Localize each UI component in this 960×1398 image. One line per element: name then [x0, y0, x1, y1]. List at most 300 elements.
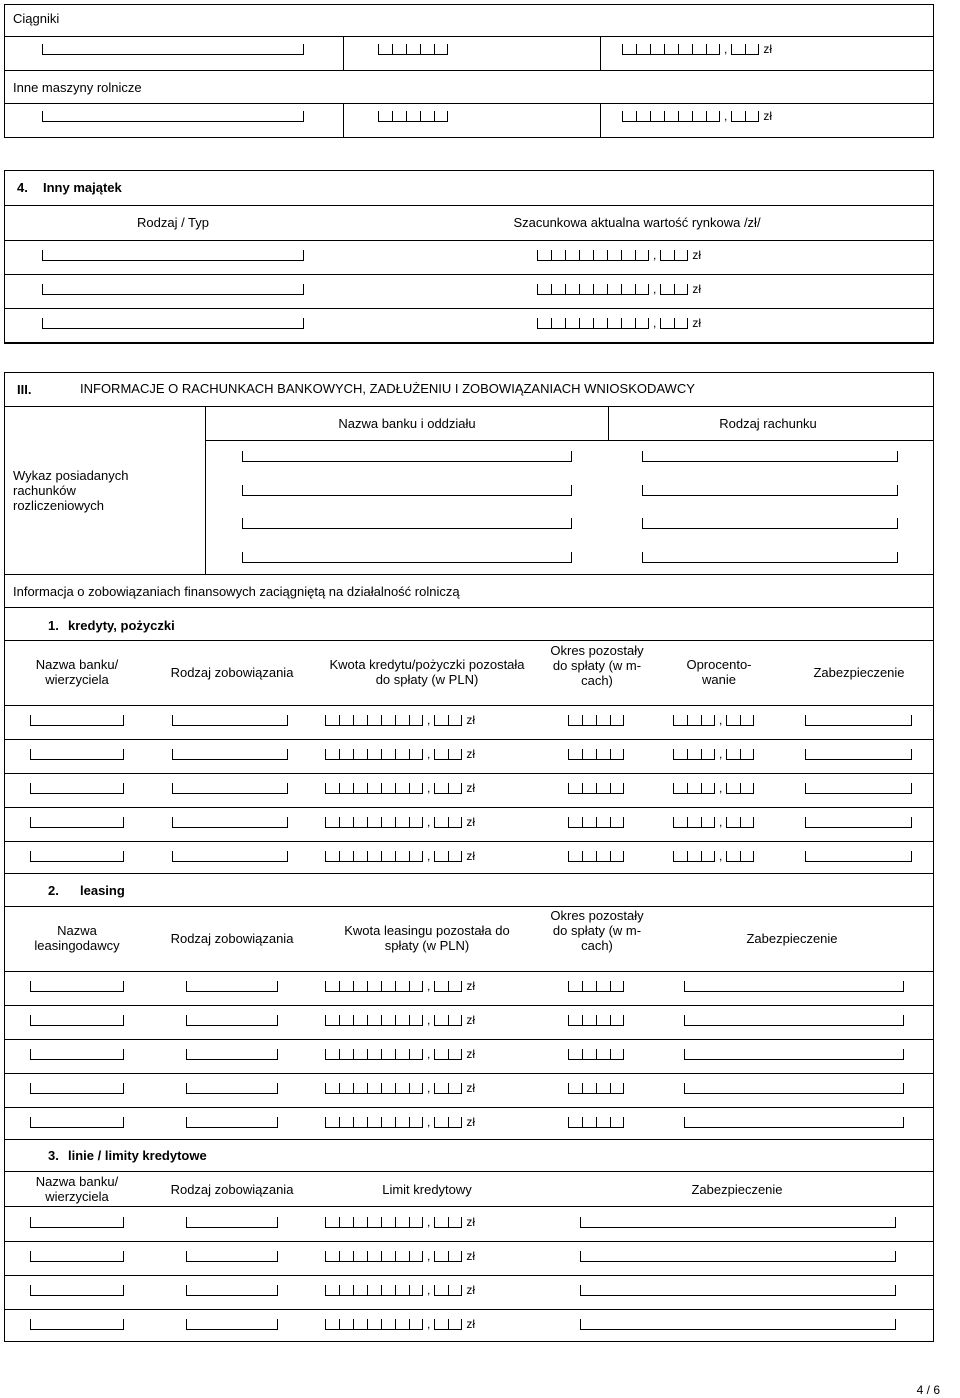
digit-box[interactable]: [420, 111, 434, 122]
credit-period-field[interactable]: [568, 749, 624, 760]
digit-box[interactable]: [448, 817, 462, 828]
digit-box[interactable]: [395, 1049, 409, 1060]
credit-period-field[interactable]: [568, 851, 624, 862]
digit-box[interactable]: [367, 749, 381, 760]
digit-box[interactable]: [674, 318, 688, 329]
digit-box[interactable]: [395, 1319, 409, 1330]
digit-box[interactable]: [568, 851, 582, 862]
digit-box[interactable]: [325, 1083, 339, 1094]
digit-box[interactable]: [325, 1217, 339, 1228]
digit-box[interactable]: [381, 1217, 395, 1228]
digit-box[interactable]: [687, 817, 701, 828]
limit-bank-field[interactable]: [30, 1319, 124, 1330]
credit-interest-field[interactable]: [673, 851, 754, 862]
limit-type-field[interactable]: [186, 1319, 278, 1330]
leasing-period-field[interactable]: [568, 1049, 624, 1060]
asset-type-field[interactable]: [42, 250, 304, 261]
digit-box[interactable]: [674, 250, 688, 261]
leasing-type-field[interactable]: [186, 981, 278, 992]
digit-box[interactable]: [635, 250, 649, 261]
credit-amount-field[interactable]: [325, 817, 479, 828]
digit-box[interactable]: [409, 715, 423, 726]
digit-box[interactable]: [434, 44, 448, 55]
digit-box[interactable]: [610, 851, 624, 862]
digit-box[interactable]: [596, 783, 610, 794]
digit-box[interactable]: [325, 1285, 339, 1296]
digit-box[interactable]: [353, 1319, 367, 1330]
digit-box[interactable]: [434, 817, 448, 828]
leasing-security-field[interactable]: [684, 981, 904, 992]
digit-box[interactable]: [434, 1015, 448, 1026]
digit-box[interactable]: [434, 749, 448, 760]
digit-box[interactable]: [395, 1217, 409, 1228]
digit-box[interactable]: [582, 817, 596, 828]
tractors-year-field[interactable]: [378, 44, 448, 55]
lessor-field[interactable]: [30, 1015, 124, 1026]
digit-box[interactable]: [339, 981, 353, 992]
leasing-security-field[interactable]: [684, 1083, 904, 1094]
asset-value-field[interactable]: [537, 318, 705, 329]
digit-box[interactable]: [745, 111, 759, 122]
digit-box[interactable]: [434, 783, 448, 794]
digit-box[interactable]: [582, 715, 596, 726]
lessor-field[interactable]: [30, 1083, 124, 1094]
account-type-field[interactable]: [642, 485, 898, 496]
limit-security-field[interactable]: [580, 1285, 896, 1296]
digit-box[interactable]: [687, 715, 701, 726]
digit-box[interactable]: [325, 1319, 339, 1330]
digit-box[interactable]: [673, 851, 687, 862]
digit-box[interactable]: [568, 749, 582, 760]
digit-box[interactable]: [678, 111, 692, 122]
digit-box[interactable]: [596, 715, 610, 726]
digit-box[interactable]: [409, 749, 423, 760]
digit-box[interactable]: [381, 981, 395, 992]
digit-box[interactable]: [325, 1117, 339, 1128]
digit-box[interactable]: [434, 715, 448, 726]
digit-box[interactable]: [537, 250, 551, 261]
digit-box[interactable]: [409, 1015, 423, 1026]
digit-box[interactable]: [325, 817, 339, 828]
digit-box[interactable]: [381, 715, 395, 726]
digit-box[interactable]: [565, 284, 579, 295]
digit-box[interactable]: [687, 851, 701, 862]
digit-box[interactable]: [339, 1251, 353, 1262]
digit-box[interactable]: [395, 783, 409, 794]
digit-box[interactable]: [339, 715, 353, 726]
leasing-period-field[interactable]: [568, 981, 624, 992]
limit-type-field[interactable]: [186, 1285, 278, 1296]
digit-box[interactable]: [568, 817, 582, 828]
digit-box[interactable]: [353, 783, 367, 794]
digit-box[interactable]: [701, 851, 715, 862]
digit-box[interactable]: [607, 318, 621, 329]
digit-box[interactable]: [395, 1117, 409, 1128]
digit-box[interactable]: [448, 851, 462, 862]
digit-box[interactable]: [339, 851, 353, 862]
credit-security-field[interactable]: [805, 817, 912, 828]
digit-box[interactable]: [582, 1049, 596, 1060]
credit-security-field[interactable]: [805, 749, 912, 760]
digit-box[interactable]: [381, 783, 395, 794]
other-machinery-year-field[interactable]: [378, 111, 448, 122]
leasing-period-field[interactable]: [568, 1015, 624, 1026]
credit-interest-field[interactable]: [673, 715, 754, 726]
digit-box[interactable]: [339, 1083, 353, 1094]
digit-box[interactable]: [434, 1117, 448, 1128]
tractors-name-field[interactable]: [42, 44, 304, 55]
digit-box[interactable]: [381, 1015, 395, 1026]
leasing-amount-field[interactable]: [325, 981, 479, 992]
creditor-field[interactable]: [30, 749, 124, 760]
digit-box[interactable]: [593, 250, 607, 261]
digit-box[interactable]: [409, 783, 423, 794]
digit-box[interactable]: [381, 1251, 395, 1262]
digit-box[interactable]: [409, 1117, 423, 1128]
digit-box[interactable]: [664, 44, 678, 55]
digit-box[interactable]: [367, 1049, 381, 1060]
leasing-amount-field[interactable]: [325, 1015, 479, 1026]
digit-box[interactable]: [636, 44, 650, 55]
digit-box[interactable]: [621, 250, 635, 261]
credit-security-field[interactable]: [805, 783, 912, 794]
digit-box[interactable]: [339, 1217, 353, 1228]
creditor-field[interactable]: [30, 783, 124, 794]
leasing-type-field[interactable]: [186, 1015, 278, 1026]
digit-box[interactable]: [537, 318, 551, 329]
digit-box[interactable]: [551, 318, 565, 329]
digit-box[interactable]: [740, 817, 754, 828]
digit-box[interactable]: [353, 1251, 367, 1262]
digit-box[interactable]: [610, 1015, 624, 1026]
digit-box[interactable]: [731, 111, 745, 122]
digit-box[interactable]: [353, 851, 367, 862]
digit-box[interactable]: [610, 783, 624, 794]
leasing-amount-field[interactable]: [325, 1049, 479, 1060]
digit-box[interactable]: [325, 851, 339, 862]
digit-box[interactable]: [551, 250, 565, 261]
digit-box[interactable]: [726, 715, 740, 726]
digit-box[interactable]: [339, 1319, 353, 1330]
digit-box[interactable]: [339, 1285, 353, 1296]
digit-box[interactable]: [381, 1319, 395, 1330]
digit-box[interactable]: [381, 1285, 395, 1296]
digit-box[interactable]: [621, 284, 635, 295]
digit-box[interactable]: [596, 1049, 610, 1060]
digit-box[interactable]: [582, 1083, 596, 1094]
digit-box[interactable]: [568, 1083, 582, 1094]
digit-box[interactable]: [367, 783, 381, 794]
digit-box[interactable]: [706, 111, 720, 122]
digit-box[interactable]: [339, 1015, 353, 1026]
digit-box[interactable]: [731, 44, 745, 55]
digit-box[interactable]: [339, 1049, 353, 1060]
digit-box[interactable]: [582, 1015, 596, 1026]
digit-box[interactable]: [664, 111, 678, 122]
credit-interest-field[interactable]: [673, 783, 754, 794]
digit-box[interactable]: [325, 1049, 339, 1060]
credit-period-field[interactable]: [568, 817, 624, 828]
digit-box[interactable]: [621, 318, 635, 329]
bank-name-field[interactable]: [242, 451, 572, 462]
bank-name-field[interactable]: [242, 518, 572, 529]
credit-period-field[interactable]: [568, 715, 624, 726]
digit-box[interactable]: [395, 817, 409, 828]
digit-box[interactable]: [381, 1083, 395, 1094]
digit-box[interactable]: [409, 1319, 423, 1330]
digit-box[interactable]: [596, 1117, 610, 1128]
digit-box[interactable]: [448, 1285, 462, 1296]
digit-box[interactable]: [409, 1217, 423, 1228]
credit-type-field[interactable]: [172, 851, 288, 862]
leasing-security-field[interactable]: [684, 1015, 904, 1026]
digit-box[interactable]: [409, 1251, 423, 1262]
digit-box[interactable]: [339, 783, 353, 794]
digit-box[interactable]: [565, 250, 579, 261]
digit-box[interactable]: [701, 783, 715, 794]
digit-box[interactable]: [692, 44, 706, 55]
digit-box[interactable]: [406, 111, 420, 122]
digit-box[interactable]: [395, 1015, 409, 1026]
asset-value-field[interactable]: [537, 250, 705, 261]
digit-box[interactable]: [745, 44, 759, 55]
digit-box[interactable]: [687, 783, 701, 794]
digit-box[interactable]: [367, 851, 381, 862]
digit-box[interactable]: [353, 981, 367, 992]
digit-box[interactable]: [596, 851, 610, 862]
creditor-field[interactable]: [30, 715, 124, 726]
limit-bank-field[interactable]: [30, 1251, 124, 1262]
digit-box[interactable]: [660, 318, 674, 329]
digit-box[interactable]: [409, 817, 423, 828]
limit-bank-field[interactable]: [30, 1285, 124, 1296]
digit-box[interactable]: [740, 715, 754, 726]
credit-period-field[interactable]: [568, 783, 624, 794]
limit-amount-field[interactable]: [325, 1285, 479, 1296]
digit-box[interactable]: [568, 715, 582, 726]
tractors-value-field[interactable]: [622, 44, 776, 55]
digit-box[interactable]: [582, 749, 596, 760]
digit-box[interactable]: [579, 250, 593, 261]
limit-amount-field[interactable]: [325, 1319, 479, 1330]
digit-box[interactable]: [673, 749, 687, 760]
digit-box[interactable]: [325, 981, 339, 992]
digit-box[interactable]: [610, 1049, 624, 1060]
leasing-period-field[interactable]: [568, 1117, 624, 1128]
digit-box[interactable]: [568, 1015, 582, 1026]
digit-box[interactable]: [381, 1117, 395, 1128]
digit-box[interactable]: [353, 1117, 367, 1128]
digit-box[interactable]: [339, 749, 353, 760]
digit-box[interactable]: [635, 284, 649, 295]
creditor-field[interactable]: [30, 817, 124, 828]
digit-box[interactable]: [434, 111, 448, 122]
credit-type-field[interactable]: [172, 749, 288, 760]
digit-box[interactable]: [596, 817, 610, 828]
digit-box[interactable]: [596, 1015, 610, 1026]
digit-box[interactable]: [395, 715, 409, 726]
asset-type-field[interactable]: [42, 284, 304, 295]
digit-box[interactable]: [325, 783, 339, 794]
digit-box[interactable]: [353, 1217, 367, 1228]
digit-box[interactable]: [635, 318, 649, 329]
digit-box[interactable]: [395, 1251, 409, 1262]
digit-box[interactable]: [353, 1049, 367, 1060]
digit-box[interactable]: [448, 1217, 462, 1228]
digit-box[interactable]: [434, 1049, 448, 1060]
account-type-field[interactable]: [642, 552, 898, 563]
digit-box[interactable]: [353, 1015, 367, 1026]
bank-name-field[interactable]: [242, 552, 572, 563]
digit-box[interactable]: [448, 1319, 462, 1330]
digit-box[interactable]: [579, 318, 593, 329]
digit-box[interactable]: [607, 250, 621, 261]
digit-box[interactable]: [409, 1285, 423, 1296]
digit-box[interactable]: [392, 111, 406, 122]
digit-box[interactable]: [353, 1083, 367, 1094]
limit-amount-field[interactable]: [325, 1217, 479, 1228]
digit-box[interactable]: [687, 749, 701, 760]
digit-box[interactable]: [726, 851, 740, 862]
digit-box[interactable]: [434, 1251, 448, 1262]
credit-type-field[interactable]: [172, 783, 288, 794]
account-type-field[interactable]: [642, 518, 898, 529]
digit-box[interactable]: [579, 284, 593, 295]
digit-box[interactable]: [381, 851, 395, 862]
digit-box[interactable]: [448, 1015, 462, 1026]
digit-box[interactable]: [610, 981, 624, 992]
digit-box[interactable]: [565, 318, 579, 329]
digit-box[interactable]: [448, 1251, 462, 1262]
digit-box[interactable]: [674, 284, 688, 295]
digit-box[interactable]: [367, 817, 381, 828]
digit-box[interactable]: [596, 981, 610, 992]
credit-type-field[interactable]: [172, 715, 288, 726]
digit-box[interactable]: [660, 250, 674, 261]
digit-box[interactable]: [367, 1319, 381, 1330]
digit-box[interactable]: [448, 1083, 462, 1094]
digit-box[interactable]: [381, 817, 395, 828]
digit-box[interactable]: [367, 1217, 381, 1228]
digit-box[interactable]: [660, 284, 674, 295]
digit-box[interactable]: [448, 715, 462, 726]
digit-box[interactable]: [726, 817, 740, 828]
digit-box[interactable]: [596, 1083, 610, 1094]
digit-box[interactable]: [339, 817, 353, 828]
creditor-field[interactable]: [30, 851, 124, 862]
digit-box[interactable]: [325, 715, 339, 726]
digit-box[interactable]: [367, 981, 381, 992]
digit-box[interactable]: [706, 44, 720, 55]
digit-box[interactable]: [325, 749, 339, 760]
digit-box[interactable]: [434, 1217, 448, 1228]
digit-box[interactable]: [409, 851, 423, 862]
leasing-type-field[interactable]: [186, 1083, 278, 1094]
digit-box[interactable]: [381, 1049, 395, 1060]
limit-amount-field[interactable]: [325, 1251, 479, 1262]
digit-box[interactable]: [582, 1117, 596, 1128]
digit-box[interactable]: [582, 981, 596, 992]
credit-amount-field[interactable]: [325, 851, 479, 862]
digit-box[interactable]: [673, 783, 687, 794]
digit-box[interactable]: [636, 111, 650, 122]
digit-box[interactable]: [353, 817, 367, 828]
digit-box[interactable]: [367, 1015, 381, 1026]
digit-box[interactable]: [568, 783, 582, 794]
lessor-field[interactable]: [30, 1049, 124, 1060]
digit-box[interactable]: [740, 749, 754, 760]
leasing-amount-field[interactable]: [325, 1117, 479, 1128]
lessor-field[interactable]: [30, 981, 124, 992]
credit-type-field[interactable]: [172, 817, 288, 828]
digit-box[interactable]: [537, 284, 551, 295]
digit-box[interactable]: [367, 1251, 381, 1262]
digit-box[interactable]: [434, 981, 448, 992]
digit-box[interactable]: [610, 1083, 624, 1094]
leasing-amount-field[interactable]: [325, 1083, 479, 1094]
limit-security-field[interactable]: [580, 1251, 896, 1262]
credit-security-field[interactable]: [805, 715, 912, 726]
digit-box[interactable]: [740, 851, 754, 862]
digit-box[interactable]: [678, 44, 692, 55]
limit-type-field[interactable]: [186, 1217, 278, 1228]
digit-box[interactable]: [434, 1285, 448, 1296]
limit-type-field[interactable]: [186, 1251, 278, 1262]
bank-name-field[interactable]: [242, 485, 572, 496]
digit-box[interactable]: [406, 44, 420, 55]
digit-box[interactable]: [568, 1049, 582, 1060]
other-machinery-value-field[interactable]: [622, 111, 776, 122]
leasing-type-field[interactable]: [186, 1049, 278, 1060]
digit-box[interactable]: [392, 44, 406, 55]
digit-box[interactable]: [596, 749, 610, 760]
digit-box[interactable]: [673, 715, 687, 726]
digit-box[interactable]: [409, 1083, 423, 1094]
digit-box[interactable]: [367, 1117, 381, 1128]
digit-box[interactable]: [701, 817, 715, 828]
credit-amount-field[interactable]: [325, 783, 479, 794]
asset-type-field[interactable]: [42, 318, 304, 329]
digit-box[interactable]: [726, 749, 740, 760]
digit-box[interactable]: [353, 1285, 367, 1296]
digit-box[interactable]: [378, 111, 392, 122]
digit-box[interactable]: [367, 1083, 381, 1094]
digit-box[interactable]: [650, 111, 664, 122]
digit-box[interactable]: [448, 1117, 462, 1128]
digit-box[interactable]: [434, 1319, 448, 1330]
digit-box[interactable]: [610, 817, 624, 828]
digit-box[interactable]: [610, 749, 624, 760]
account-type-field[interactable]: [642, 451, 898, 462]
digit-box[interactable]: [353, 715, 367, 726]
digit-box[interactable]: [726, 783, 740, 794]
digit-box[interactable]: [673, 817, 687, 828]
credit-interest-field[interactable]: [673, 749, 754, 760]
digit-box[interactable]: [593, 318, 607, 329]
digit-box[interactable]: [395, 1083, 409, 1094]
limit-security-field[interactable]: [580, 1319, 896, 1330]
leasing-type-field[interactable]: [186, 1117, 278, 1128]
digit-box[interactable]: [381, 749, 395, 760]
digit-box[interactable]: [551, 284, 565, 295]
leasing-security-field[interactable]: [684, 1049, 904, 1060]
digit-box[interactable]: [367, 715, 381, 726]
digit-box[interactable]: [395, 749, 409, 760]
digit-box[interactable]: [610, 1117, 624, 1128]
digit-box[interactable]: [367, 1285, 381, 1296]
digit-box[interactable]: [568, 1117, 582, 1128]
digit-box[interactable]: [448, 783, 462, 794]
